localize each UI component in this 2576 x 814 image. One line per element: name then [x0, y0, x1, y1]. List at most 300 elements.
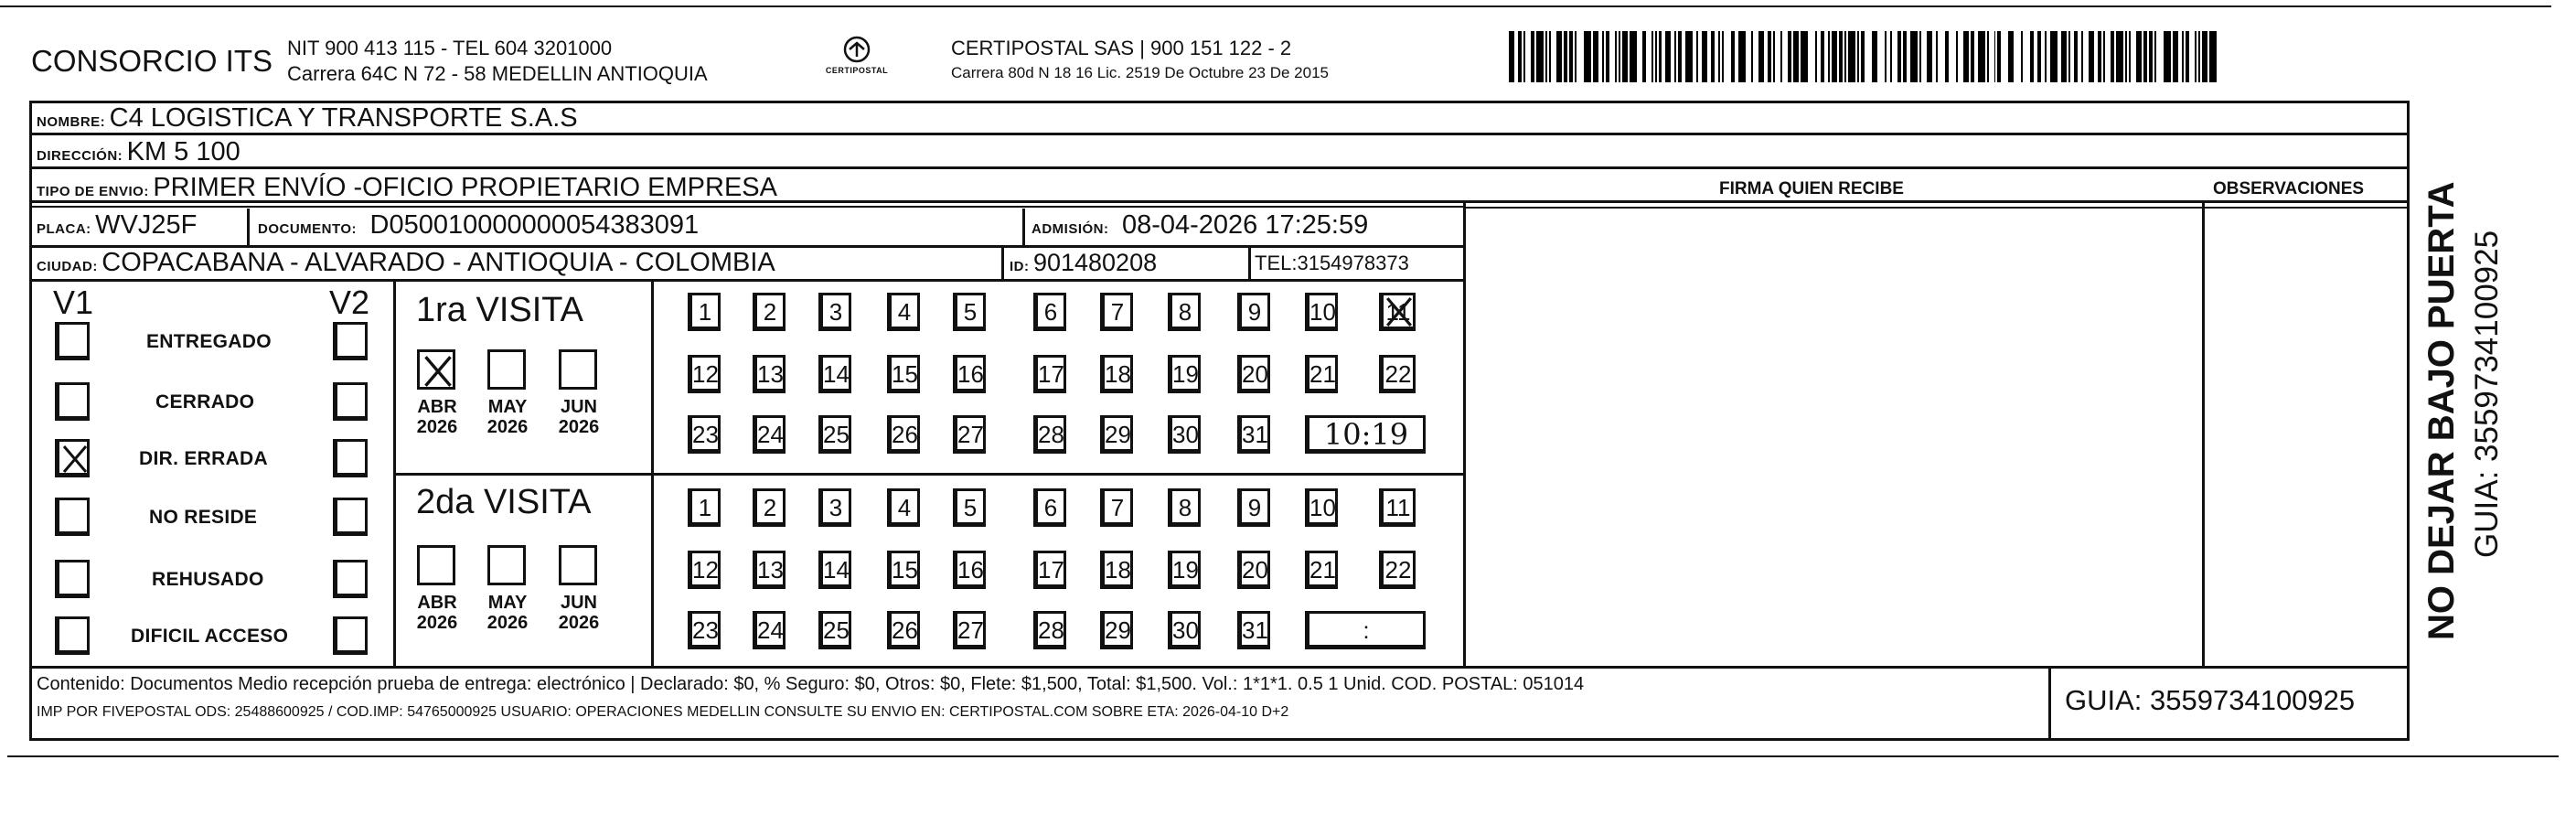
visit1-day-box[interactable]: [1033, 415, 1066, 454]
reason-label: NO RESIDE: [149, 507, 258, 528]
barcode-bar: [1861, 31, 1865, 82]
barcode-bar: [1619, 31, 1620, 82]
barcode-bar: [1821, 31, 1824, 82]
barcode-bar: [1564, 31, 1567, 82]
visit1-month-year: 2026: [416, 417, 458, 437]
imp-text: IMP POR FIVEPOSTAL ODS: 25488600925 / COD.IMP: 54765000925 USUARIO: OPERACIONES MEDELLIN CONSULTE SU ENVIO EN: CERTIPOSTAL.COM SOBRE ETA: 2026-04-10 D+2: [37, 704, 1289, 720]
col-rule: [247, 209, 250, 245]
v2-checkbox-no-reside[interactable]: [333, 498, 368, 536]
v2-checkbox-dificil-acceso[interactable]: [333, 616, 368, 655]
barcode-bar: [1994, 31, 1996, 82]
barcode-bar: [1531, 31, 1534, 82]
barcode-bar: [2116, 31, 2123, 82]
top-rule: [0, 5, 2551, 7]
day-number: 29: [1105, 421, 1131, 448]
visit2-day-box[interactable]: [887, 488, 920, 527]
barcode-bar: [1575, 31, 1577, 82]
day-number: 12: [692, 556, 719, 584]
day-number: 13: [757, 556, 784, 584]
visit1-month-name: JUN: [560, 397, 597, 417]
barcode-bar: [1978, 31, 1985, 82]
id-row: [1010, 248, 1157, 282]
documento-value: D050010000000054383091: [369, 210, 700, 240]
visit1-day-box[interactable]: [1033, 293, 1066, 331]
visit2-month-label: [553, 593, 604, 633]
visit1-day-box[interactable]: [1100, 293, 1133, 331]
barcode-bar: [1832, 31, 1837, 82]
day-number: 8: [1178, 494, 1192, 521]
v1-checkbox-entregado[interactable]: [55, 322, 90, 360]
barcode-bar: [1722, 31, 1724, 82]
barcode-bar: [1659, 31, 1662, 82]
day-number: 1: [698, 494, 712, 521]
visit1-day-box[interactable]: [1237, 293, 1270, 331]
day-number: 9: [1247, 494, 1262, 521]
barcode-bar: [2030, 31, 2034, 82]
barcode-bar: [2202, 31, 2207, 82]
bottom-rule: [7, 755, 2559, 757]
col-rule: [1463, 207, 2410, 209]
day-number: 8: [1178, 298, 1192, 326]
barcode-bar: [1518, 31, 1522, 82]
v1-checkbox-dificil-acceso[interactable]: [55, 616, 90, 655]
tel-label: TEL:: [1255, 252, 1298, 274]
barcode-bar: [1788, 31, 1791, 82]
visit2-time-box[interactable]: [1305, 611, 1426, 649]
v2-checkbox-cerrado[interactable]: [333, 382, 368, 421]
barcode-bar: [2021, 31, 2023, 82]
day-number: 24: [757, 421, 784, 448]
barcode-bar: [1718, 31, 1720, 82]
barcode-bar: [1927, 31, 1932, 82]
barcode-bar: [1630, 31, 1637, 82]
visit1-day-box[interactable]: [953, 355, 986, 393]
barcode-bar: [1780, 31, 1782, 82]
barcode-bar: [1602, 31, 1604, 82]
placa-row: [37, 210, 197, 244]
visit1-day-box[interactable]: [753, 415, 786, 454]
visit1-day-box[interactable]: [818, 415, 851, 454]
barcode-bar: [1857, 31, 1859, 82]
day-number: 20: [1242, 360, 1268, 388]
col-rule: [2202, 200, 2205, 667]
barcode: [1509, 31, 2222, 82]
barcode-bar: [1885, 31, 1887, 82]
barcode-bar: [2089, 31, 2094, 82]
visit1-day-box[interactable]: [688, 293, 721, 331]
barcode-bar: [2154, 31, 2156, 82]
day-number: 29: [1105, 616, 1131, 644]
visit1-day-box[interactable]: [1100, 415, 1133, 454]
barcode-bar: [2129, 31, 2131, 82]
visit2-month-year: 2026: [486, 613, 529, 633]
col-rule: [1022, 209, 1025, 245]
ciudad-label: CIUDAD:: [37, 259, 98, 274]
visit2-day-box[interactable]: [953, 611, 986, 649]
visit2-day-box[interactable]: [1033, 488, 1066, 527]
barcode-bar: [2037, 31, 2041, 82]
visit2-day-box[interactable]: [1033, 611, 1066, 649]
direccion-label: DIRECCIÓN:: [37, 148, 123, 164]
barcode-bar: [1945, 31, 1949, 82]
barcode-bar: [1903, 31, 1907, 82]
row-rule: [29, 166, 2410, 169]
tipo-envio-label: TIPO DE ENVIO:: [37, 184, 149, 199]
visit2-month-name: MAY: [487, 593, 528, 613]
visit1-day-box[interactable]: [818, 293, 851, 331]
barcode-bar: [1549, 31, 1551, 82]
day-number: 23: [692, 421, 719, 448]
certipostal-logo: [825, 33, 889, 80]
day-number: 3: [828, 298, 843, 326]
day-number: 6: [1043, 494, 1058, 521]
id-value: 901480208: [1032, 249, 1158, 276]
barcode-bar: [1848, 31, 1855, 82]
barcode-bar: [1536, 31, 1544, 82]
barcode-bar: [1828, 31, 1830, 82]
visit1-month-checkbox-may[interactable]: [487, 349, 526, 390]
guia-box-text: GUIA: 3559734100925: [2065, 684, 2356, 716]
barcode-bar: [2111, 31, 2114, 82]
barcode-bar: [1509, 31, 1514, 82]
visit1-month-label: [553, 397, 604, 437]
visit2-day-box[interactable]: [818, 551, 851, 589]
barcode-bar: [2164, 31, 2171, 82]
ciudad-row: [37, 248, 775, 282]
visit1-time-box[interactable]: [1305, 415, 1426, 454]
visit2-day-box[interactable]: [1379, 551, 1416, 589]
day-number: 22: [1384, 360, 1412, 388]
barcode-bar: [1987, 31, 1989, 82]
nombre-value: C4 LOGISTICA Y TRANSPORTE S.A.S: [109, 103, 578, 133]
row-rule: [29, 206, 1465, 208]
visit2-day-box[interactable]: [1168, 551, 1201, 589]
barcode-bar: [1593, 31, 1598, 82]
day-number: 2: [763, 298, 777, 326]
barcode-bar: [2074, 31, 2078, 82]
barcode-bar: [1622, 31, 1628, 82]
barcode-bar: [1523, 31, 1525, 82]
day-number: 27: [957, 616, 984, 644]
visit1-month-name: MAY: [487, 397, 528, 417]
barcode-bar: [2068, 31, 2070, 82]
barcode-bar: [2149, 31, 2153, 82]
visit2-day-box[interactable]: [1237, 488, 1270, 527]
day-number: 14: [823, 556, 850, 584]
barcode-bar: [1642, 31, 1646, 82]
visit1-month-checkbox-abr[interactable]: [417, 349, 455, 390]
barcode-bar: [1758, 31, 1764, 82]
day-number: 19: [1172, 360, 1199, 388]
barcode-bar: [1801, 31, 1808, 82]
barcode-bar: [1545, 31, 1547, 82]
barcode-bar: [1751, 31, 1753, 82]
day-number: 31: [1242, 421, 1268, 448]
barcode-bar: [1839, 31, 1843, 82]
visit2-month-checkbox-abr[interactable]: [417, 545, 455, 585]
day-number: 2: [763, 494, 777, 521]
tel-row: [1255, 250, 1409, 277]
visit1-day-box[interactable]: [887, 415, 920, 454]
day-number: 28: [1038, 421, 1064, 448]
visit1-day-box[interactable]: [1305, 293, 1338, 331]
day-number: 15: [892, 556, 918, 584]
visit2-month-checkbox-jun[interactable]: [559, 545, 597, 585]
barcode-bar: [1731, 31, 1735, 82]
barcode-bar: [1665, 31, 1671, 82]
day-number: 19: [1172, 556, 1199, 584]
day-number: 18: [1105, 556, 1131, 584]
visit1-day-box[interactable]: [1168, 415, 1201, 454]
visit1-month-year: 2026: [486, 417, 529, 437]
barcode-bar: [1890, 31, 1892, 82]
visit1-day-box[interactable]: [1237, 415, 1270, 454]
barcode-bar: [1606, 31, 1609, 82]
barcode-bar: [2195, 31, 2197, 82]
barcode-bar: [2198, 31, 2200, 82]
visit2-day-box[interactable]: [688, 551, 721, 589]
carrier-info-line2: Carrera 80d N 18 16 Lic. 2519 De Octubre 23 De 2015: [951, 64, 1329, 81]
visit1-day-box[interactable]: [818, 355, 851, 393]
visit2-day-box[interactable]: [1168, 488, 1201, 527]
reason-label: REHUSADO: [152, 569, 264, 590]
barcode-bar: [1897, 31, 1901, 82]
day-number: 16: [957, 360, 984, 388]
visit2-day-box[interactable]: [1100, 611, 1133, 649]
visit2-day-box[interactable]: [1379, 488, 1416, 527]
day-number: 21: [1309, 556, 1336, 584]
direccion-value: KM 5 100: [126, 137, 240, 166]
tel-value: 3154978373: [1297, 252, 1409, 274]
visit2-day-box[interactable]: [753, 611, 786, 649]
reason-label: DIFICIL ACCESO: [131, 626, 289, 647]
day-number: 31: [1242, 616, 1268, 644]
barcode-bar: [1768, 31, 1771, 82]
barcode-bar: [2125, 31, 2127, 82]
visit2-month-label: [482, 593, 533, 633]
visit2-day-box[interactable]: [887, 611, 920, 649]
day-number: 9: [1247, 298, 1262, 326]
barcode-bar: [1936, 31, 1938, 82]
visit2-month-label: [412, 593, 463, 633]
day-number: 25: [823, 421, 850, 448]
visit2-day-box[interactable]: [1033, 551, 1066, 589]
visit2-time-value: :: [1363, 616, 1370, 644]
visit1-title: 1ra VISITA: [416, 291, 584, 329]
side-warning: NO DEJAR BAJO PUERTA: [2421, 181, 2462, 640]
day-number: 6: [1043, 298, 1058, 326]
day-number: 17: [1038, 556, 1064, 584]
barcode-bar: [1702, 31, 1707, 82]
visit1-month-name: ABR: [417, 397, 457, 417]
day-number: 24: [757, 616, 784, 644]
visit2-day-box[interactable]: [753, 488, 786, 527]
barcode-bar: [2182, 31, 2184, 82]
logo-text: CERTIPOSTAL: [825, 66, 889, 75]
visit1-month-label: [412, 397, 463, 437]
day-number: 17: [1038, 360, 1064, 388]
visit2-title: 2da VISITA: [416, 483, 592, 521]
day-number: 26: [892, 616, 918, 644]
day-number: 26: [892, 421, 918, 448]
visit1-day-box[interactable]: [953, 293, 986, 331]
day-number: 21: [1309, 360, 1336, 388]
tipo-envio-value: PRIMER ENVÍO -OFICIO PROPIETARIO EMPRESA: [153, 173, 777, 202]
contenido-text: Contenido: Documentos Medio recepción prueba de entrega: electrónico | Declarado: $0, % Seguro: $0, Otros: $0, Flete: $1,500, Total: $1,500. Vol.: 1*1*1. 0.5 1 Unid. COD. POSTAL: 051014: [37, 674, 1585, 694]
visit1-day-box[interactable]: [1033, 355, 1066, 393]
visit2-day-box[interactable]: [1305, 488, 1338, 527]
barcode-bar: [1971, 31, 1974, 82]
v1-label: V1: [53, 284, 94, 321]
barcode-bar: [1674, 31, 1676, 82]
visit2-month-name: JUN: [560, 593, 597, 613]
visit1-day-box[interactable]: [1168, 355, 1201, 393]
day-number: 5: [963, 298, 978, 326]
visit2-day-box[interactable]: [1305, 551, 1338, 589]
id-label: ID:: [1010, 259, 1030, 274]
visit1-month-checkbox-jun[interactable]: [559, 349, 597, 390]
visit2-day-box[interactable]: [688, 611, 721, 649]
visit2-month-name: ABR: [417, 593, 457, 613]
v2-checkbox-entregado[interactable]: [333, 322, 368, 360]
barcode-bar: [1773, 31, 1775, 82]
visit1-day-box[interactable]: [1100, 355, 1133, 393]
barcode-bar: [2209, 31, 2217, 82]
barcode-bar: [1655, 31, 1657, 82]
visit2-day-box[interactable]: [1168, 611, 1201, 649]
visit1-day-box[interactable]: [1237, 355, 1270, 393]
barcode-bar: [1556, 31, 1562, 82]
visit1-day-box[interactable]: [1379, 293, 1416, 331]
day-number: 11: [1385, 298, 1411, 326]
day-number: 7: [1110, 298, 1125, 326]
day-number: 4: [897, 298, 912, 326]
day-number: 11: [1385, 494, 1411, 521]
day-number: 10: [1309, 298, 1336, 326]
visit1-day-box[interactable]: [953, 415, 986, 454]
company-info-line2: Carrera 64C N 72 - 58 MEDELLIN ANTIOQUIA: [287, 62, 708, 85]
day-number: 22: [1384, 556, 1412, 584]
placa-label: PLACA:: [37, 221, 91, 237]
barcode-bar: [2008, 31, 2014, 82]
barcode-bar: [1963, 31, 1969, 82]
v1-checkbox-no-reside[interactable]: [55, 498, 90, 536]
visit2-day-box[interactable]: [1100, 551, 1133, 589]
barcode-bar: [1956, 31, 1958, 82]
visit2-day-box[interactable]: [818, 611, 851, 649]
visit1-day-box[interactable]: [688, 415, 721, 454]
day-number: 15: [892, 360, 918, 388]
day-number: 10: [1309, 494, 1336, 521]
reason-label: CERRADO: [155, 391, 255, 412]
ciudad-value: COPACABANA - ALVARADO - ANTIOQUIA - COLOMBIA: [102, 248, 775, 277]
day-number: 23: [692, 616, 719, 644]
col-rule: [1248, 245, 1251, 280]
v1-checkbox-dir-errada[interactable]: [55, 439, 90, 477]
visit2-day-box[interactable]: [1100, 488, 1133, 527]
day-number: 12: [692, 360, 719, 388]
reason-label: ENTREGADO: [146, 331, 272, 352]
day-number: 13: [757, 360, 784, 388]
v1-checkbox-rehusado[interactable]: [55, 560, 90, 598]
visit2-day-box[interactable]: [953, 551, 986, 589]
visit1-day-box[interactable]: [688, 355, 721, 393]
firma-label: FIRMA QUIEN RECIBE: [1719, 179, 1904, 198]
day-number: 20: [1242, 556, 1268, 584]
visit2-month-year: 2026: [558, 613, 600, 633]
day-number: 14: [823, 360, 850, 388]
tipo-envio-row: [37, 174, 777, 206]
visit1-day-box[interactable]: [887, 293, 920, 331]
barcode-bar: [2136, 31, 2142, 82]
visit1-time-value: 10:19: [1323, 417, 1409, 452]
day-number: 30: [1172, 421, 1199, 448]
day-number: 7: [1110, 494, 1125, 521]
day-number: 16: [957, 556, 984, 584]
visit1-day-box[interactable]: [887, 355, 920, 393]
placa-value: WVJ25F: [95, 210, 198, 240]
visit1-day-box[interactable]: [753, 355, 786, 393]
barcode-bar: [1844, 31, 1846, 82]
barcode-bar: [1569, 31, 1573, 82]
visit2-month-year: 2026: [416, 613, 458, 633]
direccion-row: [37, 138, 240, 170]
v2-checkbox-dir-errada[interactable]: [333, 439, 368, 477]
barcode-bar: [1738, 31, 1746, 82]
barcode-bar: [1651, 31, 1653, 82]
barcode-bar: [2061, 31, 2067, 82]
v2-label: V2: [329, 284, 370, 321]
barcode-bar: [2050, 31, 2058, 82]
barcode-bar: [1711, 31, 1715, 82]
visit1-month-label: [482, 397, 533, 437]
barcode-bar: [2103, 31, 2105, 82]
visit2-month-checkbox-may[interactable]: [487, 545, 526, 585]
visit2-day-box[interactable]: [818, 488, 851, 527]
barcode-bar: [2143, 31, 2147, 82]
barcode-bar: [1615, 31, 1617, 82]
barcode-bar: [2186, 31, 2189, 82]
visit1-day-box[interactable]: [1168, 293, 1201, 331]
visit2-day-box[interactable]: [753, 551, 786, 589]
day-number: 18: [1105, 360, 1131, 388]
barcode-bar: [1815, 31, 1817, 82]
admision-value: 08-04-2026 17:25:59: [1121, 210, 1369, 240]
visit1-day-box[interactable]: [1379, 355, 1416, 393]
barcode-bar: [1910, 31, 1918, 82]
visit1-day-box[interactable]: [1305, 355, 1338, 393]
v1-checkbox-cerrado[interactable]: [55, 382, 90, 421]
visit2-day-box[interactable]: [1237, 551, 1270, 589]
barcode-bar: [2173, 31, 2178, 82]
day-number: 3: [828, 494, 843, 521]
barcode-bar: [1584, 31, 1591, 82]
col-rule: [1001, 245, 1004, 280]
v2-checkbox-rehusado[interactable]: [333, 560, 368, 598]
admision-label: ADMISIÓN:: [1031, 221, 1109, 237]
day-number: 28: [1038, 616, 1064, 644]
visit1-month-year: 2026: [558, 417, 600, 437]
visit2-day-box[interactable]: [1237, 611, 1270, 649]
day-number: 27: [957, 421, 984, 448]
visit2-day-box[interactable]: [953, 488, 986, 527]
visit1-day-box[interactable]: [753, 293, 786, 331]
barcode-bar: [1678, 31, 1682, 82]
reason-label: DIR. ERRADA: [139, 448, 268, 469]
barcode-bar: [1997, 31, 2001, 82]
visit2-day-box[interactable]: [887, 551, 920, 589]
visit2-day-box[interactable]: [688, 488, 721, 527]
